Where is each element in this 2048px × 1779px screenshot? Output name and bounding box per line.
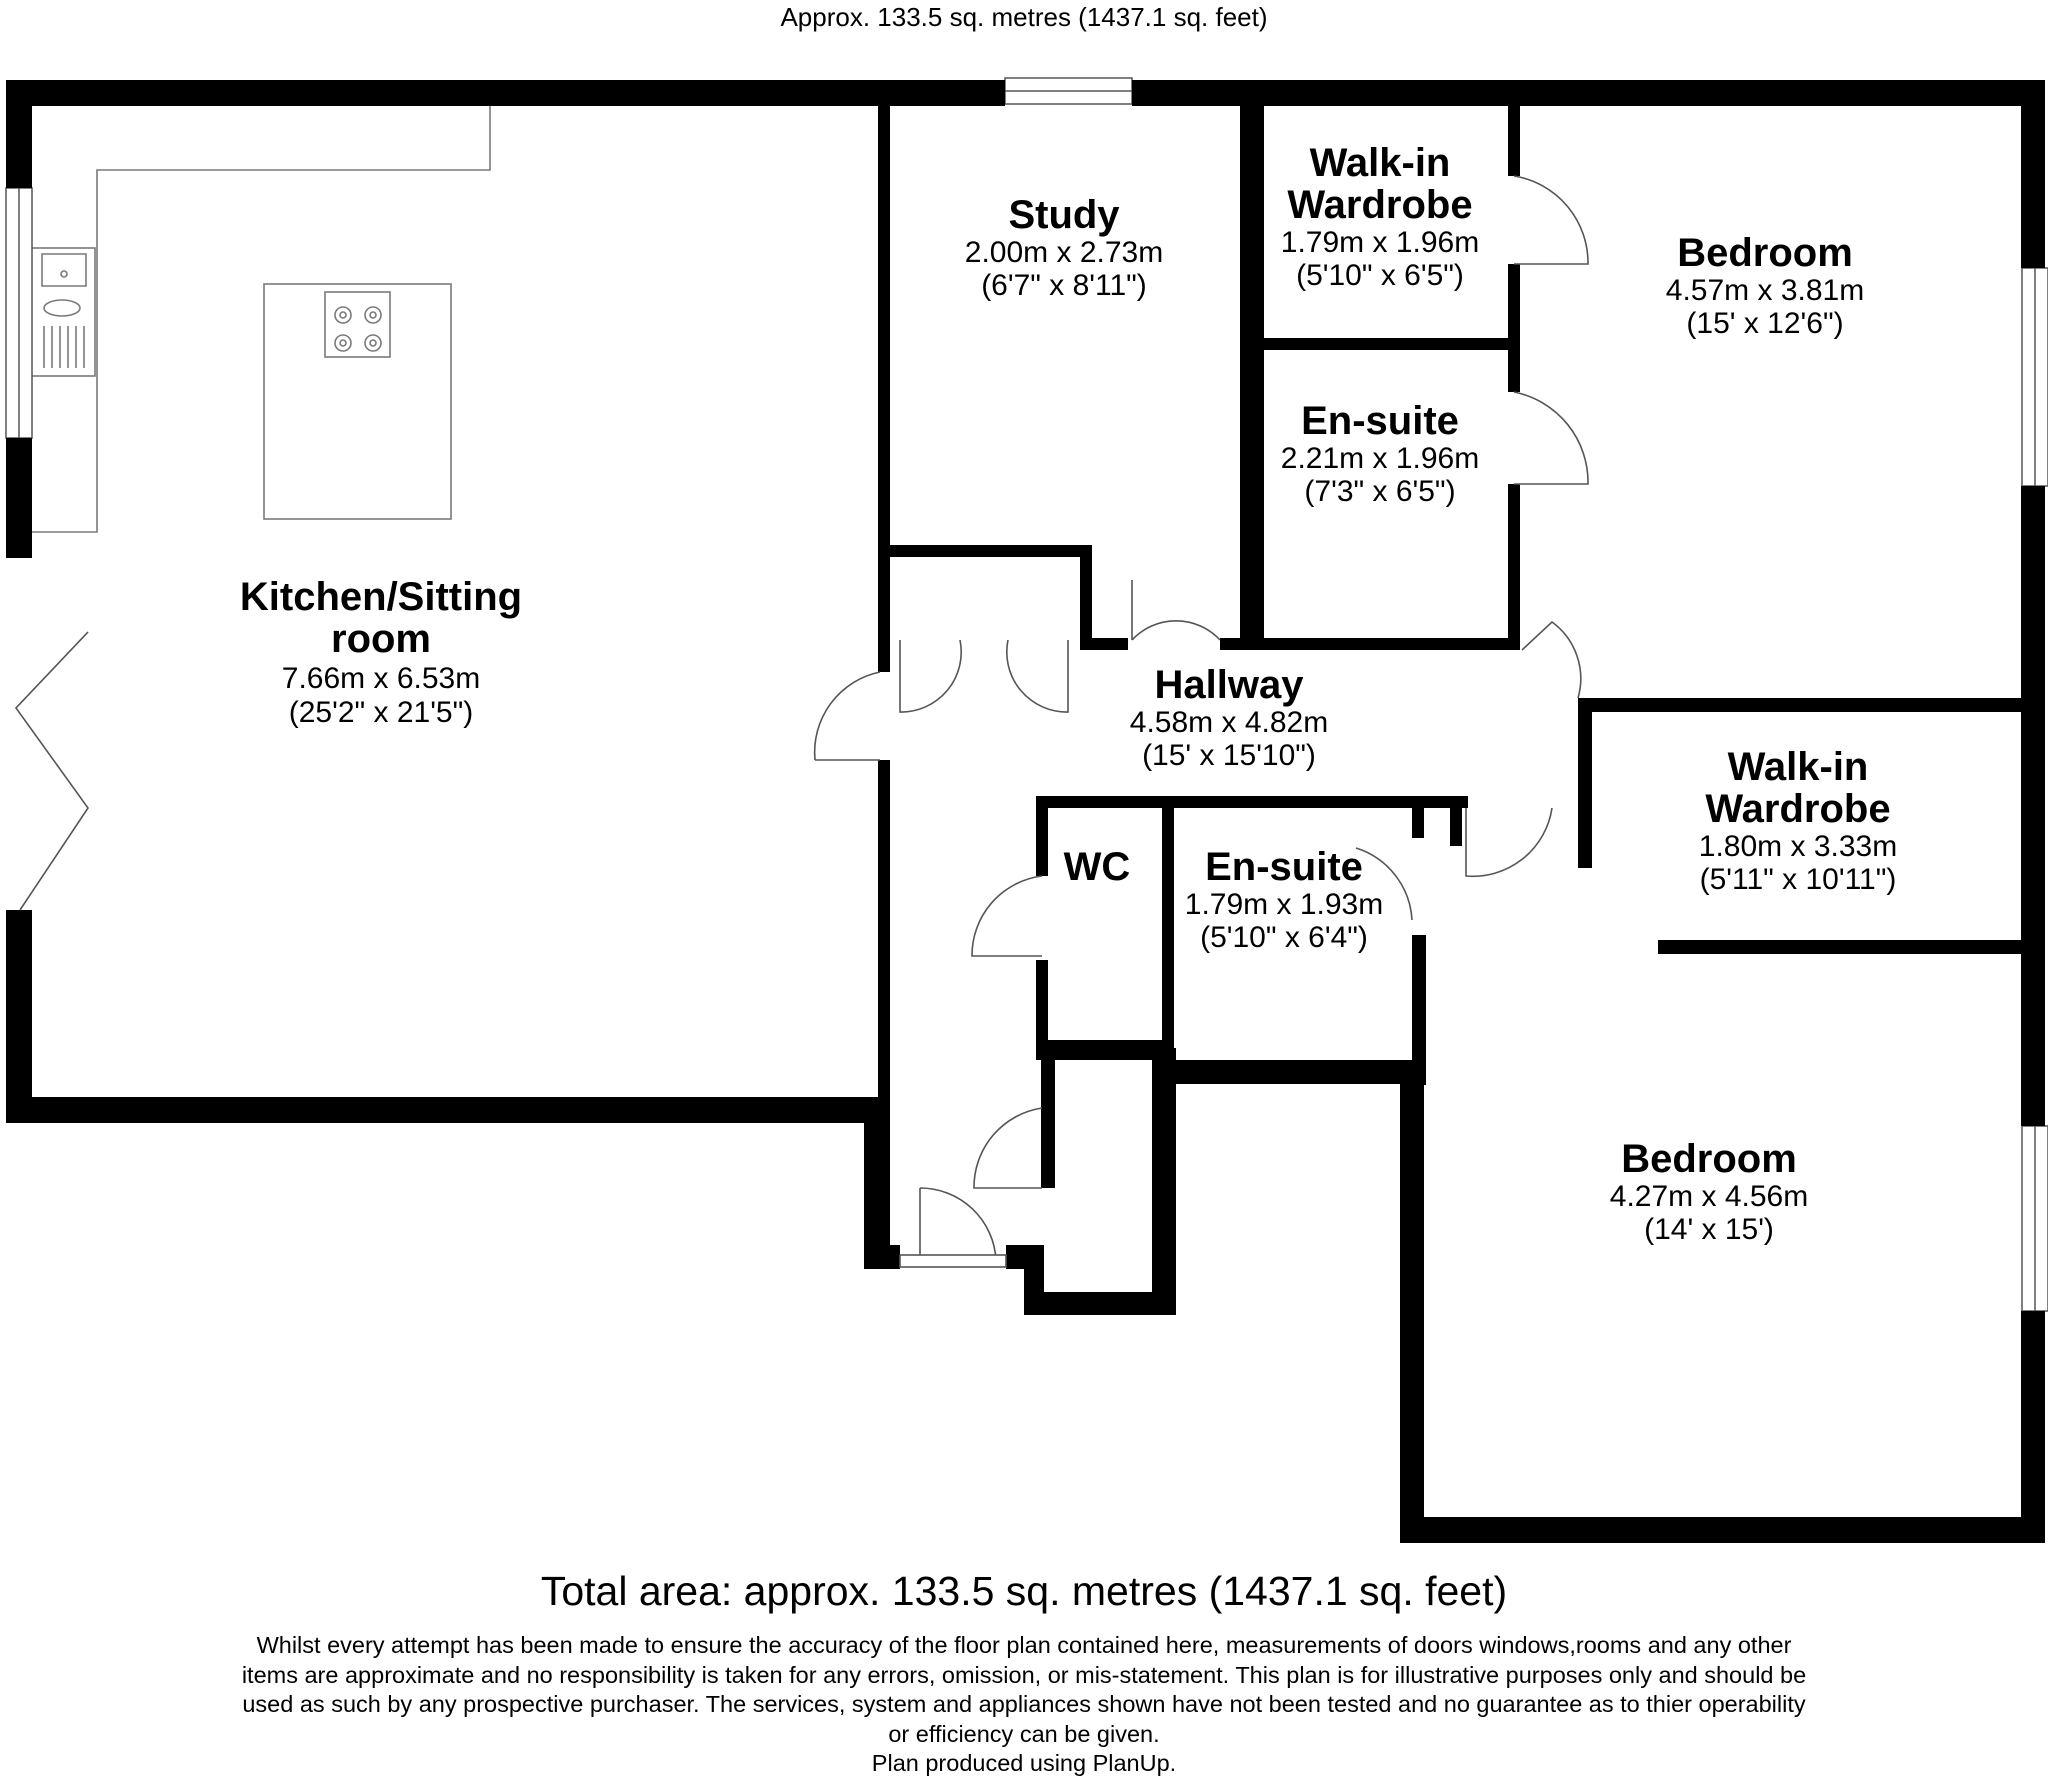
room-dim-ensuite1-metric: 2.21m x 1.96m bbox=[1280, 442, 1480, 475]
room-name-walkin1-line2: Wardrobe bbox=[1287, 183, 1473, 227]
room-dim-walkin1-metric: 1.79m x 1.96m bbox=[1280, 226, 1480, 259]
room-name-bedroom1: Bedroom bbox=[1677, 231, 1853, 275]
disclaimer-line: items are approximate and no responsibility is taken for any errors, omission, or mis-statement. This plan is for illustrative purposes only and should be bbox=[241, 1661, 1807, 1688]
door-wc bbox=[972, 876, 1042, 956]
room-name-walkin1: Walk-in bbox=[1309, 141, 1451, 185]
fixtures bbox=[31, 106, 490, 532]
room-dim-bedroom1-metric: 4.57m x 3.81m bbox=[1665, 274, 1865, 307]
room-dim-ensuite2-metric: 1.79m x 1.93m bbox=[1184, 888, 1384, 921]
room-name-study: Study bbox=[1008, 193, 1120, 237]
room-dim-walkin2-metric: 1.80m x 3.33m bbox=[1698, 830, 1898, 863]
sink-icon bbox=[31, 248, 95, 376]
door-bedroom1 bbox=[1522, 622, 1581, 698]
room-name-bedroom2: Bedroom bbox=[1621, 1137, 1797, 1181]
window-kitchen-left bbox=[6, 188, 32, 438]
plan-credit: Plan produced using PlanUp. bbox=[871, 1750, 1177, 1776]
area-summary: Approx. 133.5 sq. metres (1437.1 sq. feet) bbox=[780, 2, 1268, 32]
hob-icon bbox=[325, 292, 390, 357]
room-name-kitchen: Kitchen/Sitting bbox=[239, 575, 523, 619]
disclaimer-line: or efficiency can be given. bbox=[888, 1720, 1160, 1747]
room-name-ensuite1: En-suite bbox=[1301, 399, 1459, 443]
door-bifold bbox=[16, 632, 88, 910]
disclaimer-line: used as such by any prospective purchaser. The services, system and appliances shown have not been tested and no guarantee as to thier operability bbox=[242, 1691, 1806, 1717]
room-name-wc: WC bbox=[1063, 845, 1131, 889]
total-area: Total area: approx. 133.5 sq. metres (1437.1 sq. feet) bbox=[540, 1568, 1508, 1614]
window-bedroom2 bbox=[2022, 1126, 2048, 1311]
room-name-hallway: Hallway bbox=[1154, 663, 1304, 707]
room-dim-bedroom2-metric: 4.27m x 4.56m bbox=[1609, 1180, 1809, 1213]
door-kitchen-hall bbox=[815, 672, 880, 760]
door-ensuite1 bbox=[1514, 392, 1588, 484]
door-walkin1 bbox=[1514, 176, 1588, 264]
door-entrance bbox=[900, 1188, 1006, 1267]
window-bedroom1 bbox=[2022, 268, 2048, 486]
room-dim-walkin1-imperial: (5'10" x 6'5") bbox=[1296, 259, 1464, 292]
room-dim-kitchen-metric: 7.66m x 6.53m bbox=[281, 662, 481, 695]
room-dim-study-imperial: (6'7" x 8'11") bbox=[981, 269, 1147, 302]
disclaimer bbox=[170, 1631, 1878, 1779]
room-name-walkin2: Walk-in bbox=[1727, 745, 1869, 789]
room-dim-hallway-imperial: (15' x 15'10") bbox=[1142, 739, 1316, 772]
room-dim-walkin2-imperial: (5'11" x 10'11") bbox=[1699, 863, 1897, 896]
disclaimer-line: Whilst every attempt has been made to ensure the accuracy of the floor plan contained here, measurements of doors windows,rooms and any other bbox=[256, 1632, 1792, 1658]
room-name-kitchen-line2: room bbox=[331, 617, 431, 661]
room-dim-ensuite2-imperial: (5'10" x 6'4") bbox=[1200, 921, 1368, 954]
kitchen-island bbox=[264, 284, 451, 519]
window-top bbox=[1005, 78, 1132, 104]
door-study bbox=[1132, 580, 1220, 640]
room-name-ensuite2: En-suite bbox=[1205, 845, 1363, 889]
room-name-walkin2-line2: Wardrobe bbox=[1705, 787, 1891, 831]
room-dim-ensuite1-imperial: (7'3" x 6'5") bbox=[1304, 475, 1456, 508]
room-dim-hallway-metric: 4.58m x 4.82m bbox=[1129, 706, 1329, 739]
door-ensuite2 bbox=[1466, 808, 1552, 876]
room-dim-bedroom2-imperial: (14' x 15') bbox=[1644, 1213, 1774, 1246]
room-dim-bedroom1-imperial: (15' x 12'6") bbox=[1686, 307, 1844, 340]
door-cupboard-double bbox=[900, 640, 1068, 712]
door-cloak bbox=[974, 1108, 1042, 1188]
room-dim-kitchen-imperial: (25'2" x 21'5") bbox=[288, 696, 474, 729]
room-dim-study-metric: 2.00m x 2.73m bbox=[964, 236, 1164, 269]
